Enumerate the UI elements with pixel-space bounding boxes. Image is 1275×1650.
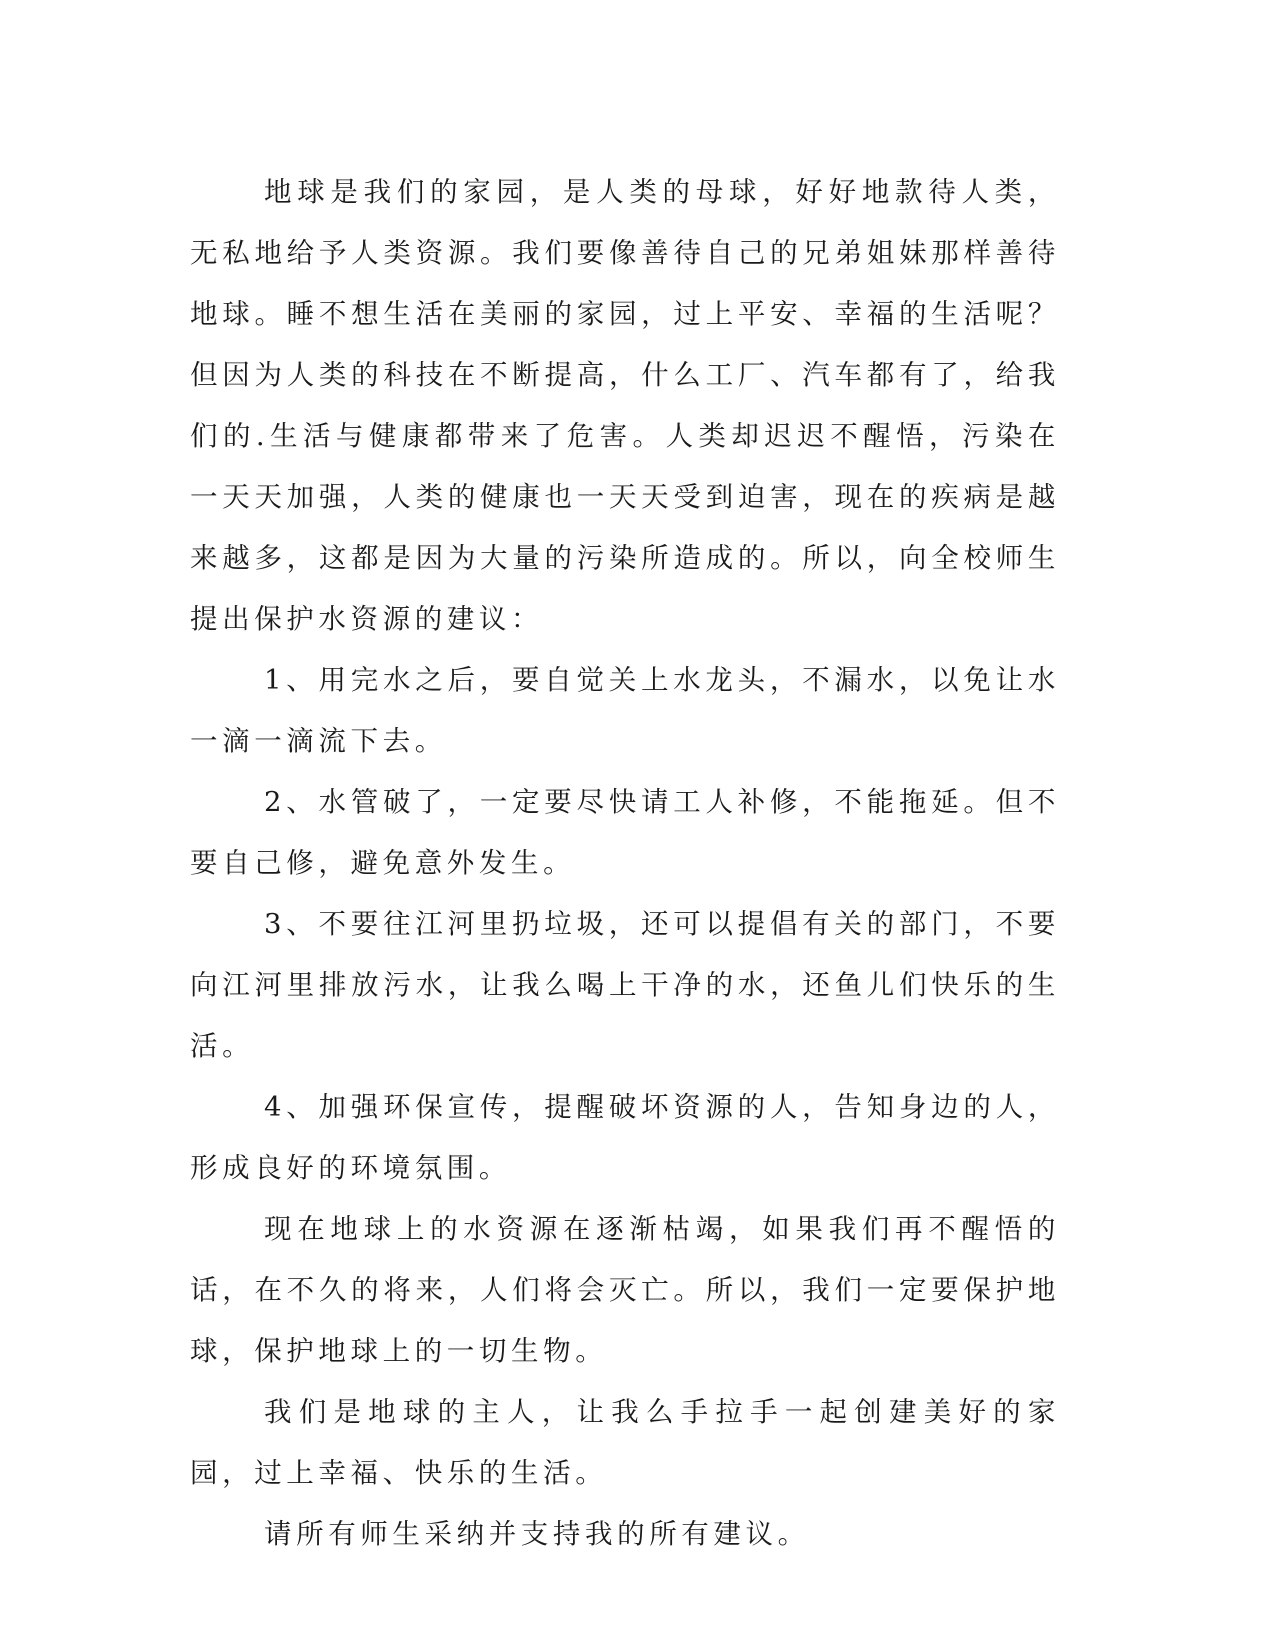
- document-body: [190, 162, 1060, 1565]
- suggestion-1-paragraph: 1、用完水之后，要自觉关上水龙头，不漏水，以免让水一滴一滴流下去。: [190, 664, 1060, 757]
- suggestion-3-paragraph: 3、不要往江河里扔垃圾，还可以提倡有关的部门，不要向江河里排放污水，让我么喝上干净的水，还鱼儿们快乐的生活。: [190, 908, 1060, 1062]
- suggestion-2-paragraph: 2、水管破了，一定要尽快请工人补修，不能拖延。但不要自己修，避免意外发生。: [190, 786, 1060, 879]
- suggestion-4-paragraph: 4、加强环保宣传，提醒破坏资源的人，告知身边的人，形成良好的环境氛围。: [190, 1091, 1060, 1184]
- intro-paragraph: 地球是我们的家园，是人类的母球，好好地款待人类，无私地给予人类资源。我们要像善待自己的兄弟姐妹那样善待地球。睡不想生活在美丽的家园，过上平安、幸福的生活呢？但因为人类的科技在不断提高，什么工厂、汽车都有了，给我们的.生活与健康都带来了危害。人类却迟迟不醒悟，污染在一天天加强，人类的健康也一天天受到迫害，现在的疾病是越来越多，这都是因为大量的污染所造成的。所以，向全校师生提出保护水资源的建议：: [190, 176, 1060, 635]
- closing-paragraph: 请所有师生采纳并支持我的所有建议。: [264, 1518, 810, 1550]
- warning-paragraph: 现在地球上的水资源在逐渐枯竭，如果我们再不醒悟的话，在不久的将来，人们将会灭亡。所以，我们一定要保护地球，保护地球上的一切生物。: [190, 1213, 1060, 1367]
- call-to-action-paragraph: 我们是地球的主人，让我么手拉手一起创建美好的家园，过上幸福、快乐的生活。: [190, 1396, 1060, 1489]
